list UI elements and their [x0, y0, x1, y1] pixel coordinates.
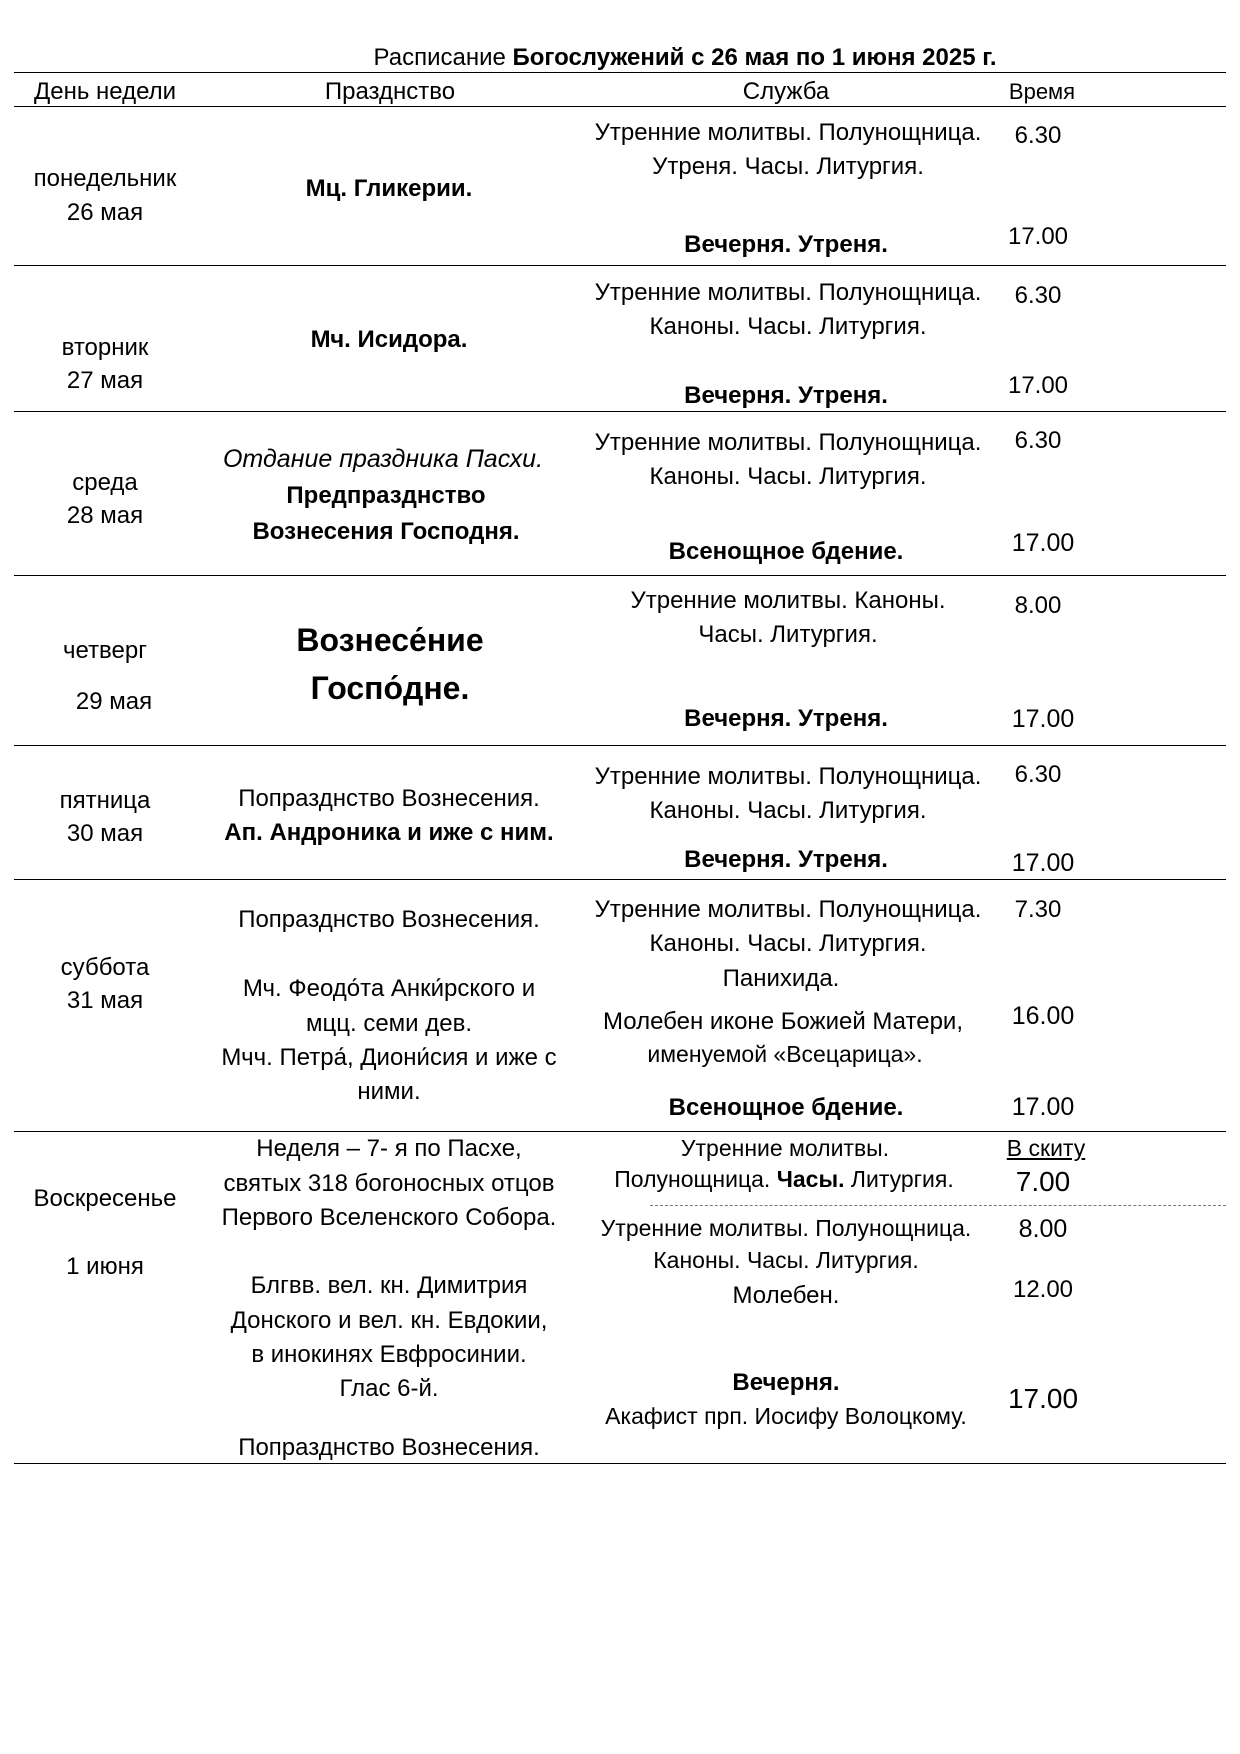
feast-line: Госпо́дне. — [310, 670, 470, 706]
service-line: Часы. Литургия. — [698, 621, 878, 648]
feast-line: Первого Вселенского Собора. — [221, 1204, 557, 1231]
day-date: 31 мая — [66, 987, 144, 1014]
feast-line: Мц. Гликерии. — [305, 175, 473, 202]
feast-line: Отдание праздника Пасхи. — [222, 445, 544, 473]
service-segment: Литургия. — [844, 1166, 954, 1192]
service-segment-bold: Часы. — [776, 1166, 845, 1192]
day-name: четверг — [63, 637, 147, 664]
day-date: 29 мая — [75, 688, 153, 715]
feast-line: Блгвв. вел. кн. Димитрия — [250, 1272, 528, 1299]
service-time: 7.00 — [1015, 1166, 1071, 1197]
service-line: Утренние молитвы. Полунощница. — [594, 279, 982, 306]
day-name: понедельник — [33, 165, 177, 192]
service-time: 17.00 — [1011, 849, 1075, 877]
service-line: Утреня. Часы. Литургия. — [652, 153, 924, 180]
feast-line: Вознесения Господня. — [252, 518, 520, 545]
table-bottom-rule — [14, 1463, 1226, 1464]
service-line: Каноны. Часы. Литургия. — [649, 930, 927, 957]
feast-line: Попразднство Вознесения. — [238, 785, 540, 812]
feast-line: Попразднство Вознесения. — [238, 906, 540, 933]
service-time: 17.00 — [1011, 529, 1075, 557]
page-title — [374, 46, 997, 70]
row-divider — [14, 1131, 1226, 1132]
service-line: Утренние молитвы. Полунощница. — [594, 896, 982, 923]
service-line: Вечерня. Утреня. — [684, 231, 888, 258]
service-line: Утренние молитвы. Полунощница. — [594, 429, 982, 456]
header-top-rule — [14, 72, 1226, 73]
dashed-divider — [650, 1205, 1226, 1206]
day-name: среда — [72, 469, 138, 496]
day-date: 1 июня — [66, 1253, 144, 1280]
service-line: Всенощное бдение. — [668, 1094, 904, 1121]
row-divider — [14, 265, 1226, 266]
header-day: День недели — [33, 78, 177, 105]
feast-line: Ап. Андроника и иже с ним. — [224, 819, 554, 846]
service-time: 16.00 — [1011, 1002, 1075, 1030]
service-time: 17.00 — [1011, 705, 1075, 733]
feast-line: Донского и вел. кн. Евдокии, — [230, 1307, 548, 1334]
service-line: Всенощное бдение. — [668, 538, 904, 565]
service-line: Каноны. Часы. Литургия. — [649, 797, 927, 824]
service-line: Каноны. Часы. Литургия. — [649, 313, 927, 340]
day-date: 30 мая — [66, 820, 144, 847]
service-time: 17.00 — [1007, 223, 1069, 250]
service-line: Панихида. — [722, 965, 840, 992]
feast-line: в инокинях Евфросинии. — [251, 1341, 527, 1368]
service-line: Вечерня. — [732, 1369, 840, 1396]
feast-line: Предпразднство — [286, 482, 486, 509]
service-time: 8.00 — [1014, 592, 1062, 619]
service-line: именуемой «Всецарица». — [647, 1041, 923, 1067]
service-line: Утренние молитвы. Полунощница. — [600, 1215, 972, 1241]
service-time: 6.30 — [1014, 427, 1062, 454]
day-date: 26 мая — [66, 199, 144, 226]
service-segment: Полунощница. — [614, 1166, 777, 1192]
service-line — [614, 1168, 953, 1191]
service-time: 12.00 — [1012, 1276, 1074, 1303]
service-time: 6.30 — [1014, 122, 1062, 149]
feast-line: Глас 6-й. — [339, 1375, 439, 1402]
service-line: Каноны. Часы. Литургия. — [653, 1247, 919, 1273]
service-line: Утренние молитвы. Полунощница. — [594, 119, 982, 146]
feast-line: святых 318 богоносных отцов — [223, 1170, 555, 1197]
day-name: пятница — [59, 787, 151, 814]
header-time: Время — [1008, 79, 1076, 104]
service-time: 6.30 — [1014, 282, 1062, 309]
title-prefix: Расписание — [373, 44, 506, 71]
feast-line: Мч. Феодо́та Анки́рского и — [242, 975, 536, 1002]
service-time: 17.00 — [1011, 1093, 1075, 1121]
feast-line: Вознесе́ние — [296, 622, 484, 658]
row-divider — [14, 575, 1226, 576]
service-line: Утренние молитвы. Полунощница. — [594, 763, 982, 790]
feast-line: Мч. Исидора. — [310, 326, 468, 353]
service-line: Вечерня. Утреня. — [684, 846, 888, 873]
feast-line: ними. — [357, 1078, 421, 1105]
feast-line: Попразднство Вознесения. — [238, 1434, 540, 1461]
row-divider — [14, 879, 1226, 880]
header-service: Служба — [742, 78, 830, 105]
service-line: Вечерня. Утреня. — [684, 705, 888, 732]
row-divider — [14, 745, 1226, 746]
day-name: Воскресенье — [33, 1185, 177, 1212]
service-time: 8.00 — [1018, 1215, 1068, 1243]
service-line: Утренние молитвы. — [680, 1135, 890, 1161]
title-main: Богослужений с 26 мая по 1 июня 2025 г. — [512, 44, 997, 71]
day-name: вторник — [61, 334, 149, 361]
day-name: суббота — [60, 954, 150, 981]
service-line: Молебен. — [732, 1282, 840, 1309]
feast-line: мцц. семи дев. — [305, 1010, 473, 1037]
service-line: Вечерня. Утреня. — [684, 382, 888, 409]
feast-line: Мчч. Петра́, Диони́сия и иже с — [221, 1044, 557, 1071]
day-date: 28 мая — [66, 502, 144, 529]
service-time: 17.00 — [1007, 372, 1069, 399]
header-feast: Празднство — [324, 78, 456, 105]
row-divider — [14, 411, 1226, 412]
service-line: Молебен иконе Божией Матери, — [603, 1008, 963, 1035]
service-line: Каноны. Часы. Литургия. — [649, 463, 927, 490]
service-time: 7.30 — [1014, 896, 1062, 923]
feast-line: Неделя – 7- я по Пасхе, — [256, 1135, 522, 1162]
time-location-label: В скиту — [1006, 1135, 1086, 1161]
service-time: 6.30 — [1014, 761, 1062, 788]
day-date: 27 мая — [66, 367, 144, 394]
service-line: Утренние молитвы. Каноны. — [630, 587, 946, 614]
service-time: 17.00 — [1007, 1383, 1079, 1414]
service-line: Акафист прп. Иосифу Волоцкому. — [605, 1403, 967, 1429]
header-bottom-rule — [14, 106, 1226, 107]
